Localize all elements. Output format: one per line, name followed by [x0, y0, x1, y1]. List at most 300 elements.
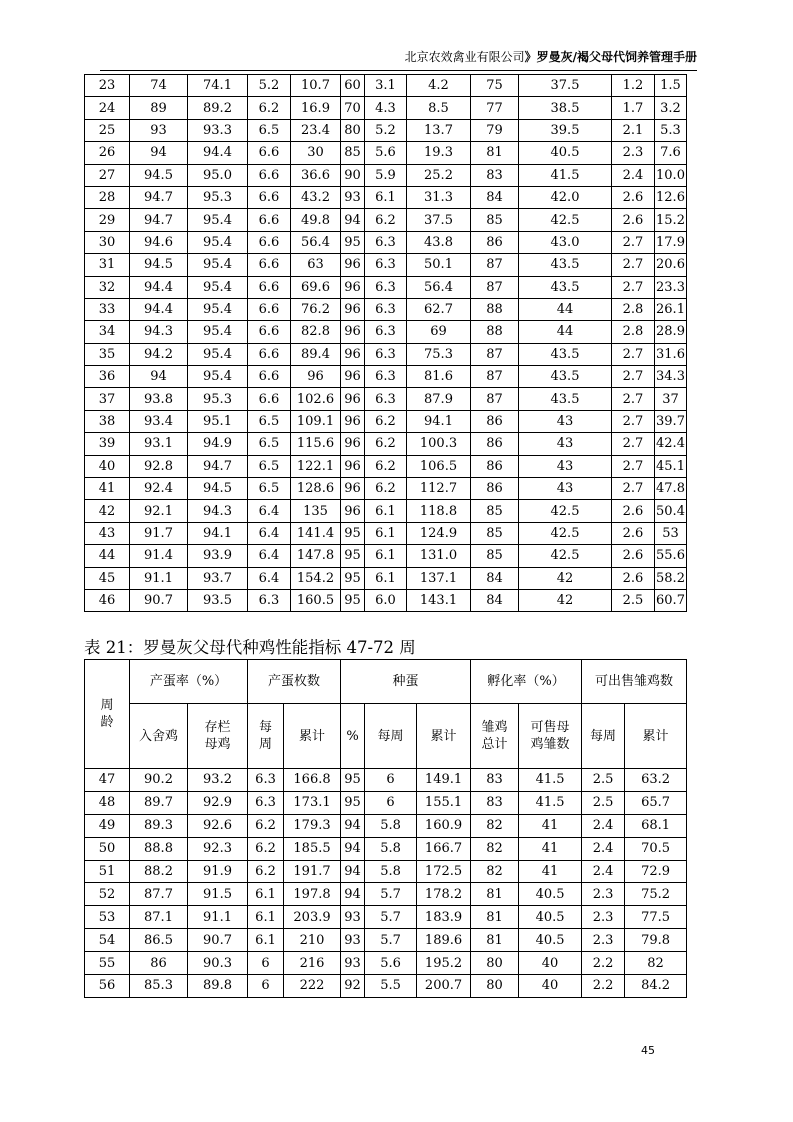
table-cell: 94.9 [188, 433, 248, 455]
table-cell: 6.1 [365, 522, 407, 544]
table-cell: 93.3 [188, 119, 248, 141]
table-cell: 94.7 [130, 186, 188, 208]
table-cell: 3.1 [365, 75, 407, 97]
table-cell: 95.4 [188, 254, 248, 276]
table-cell: 6.3 [365, 343, 407, 365]
table-cell: 65.7 [625, 791, 687, 814]
table-cell: 87 [471, 276, 519, 298]
table-cell: 178.2 [417, 883, 471, 906]
table-cell: 222 [284, 975, 341, 998]
table-cell: 6.4 [248, 500, 291, 522]
table-row [85, 97, 687, 119]
table-cell: 27 [85, 164, 130, 186]
table-cell: 53 [655, 522, 687, 544]
table-cell: 32 [85, 276, 130, 298]
table-cell: 43.5 [519, 343, 612, 365]
table-cell: 128.6 [291, 478, 341, 500]
table-cell: 55 [85, 952, 130, 975]
table-cell: 6 [248, 975, 284, 998]
table-cell: 147.8 [291, 545, 341, 567]
table-cell: 38 [85, 410, 130, 432]
table-cell: 49.8 [291, 209, 341, 231]
table-cell: 86 [471, 478, 519, 500]
table-cell: 34.3 [655, 366, 687, 388]
table-row [85, 814, 687, 837]
table-cell: 43.5 [519, 366, 612, 388]
table-cell: 85 [341, 142, 365, 164]
header-hatch-per-week: 每周 [365, 704, 417, 769]
page-header [100, 44, 697, 71]
table-cell: 6.2 [365, 478, 407, 500]
table-cell: 2.3 [582, 929, 625, 952]
table-cell: 45 [85, 567, 130, 589]
table-cell: 43 [519, 433, 612, 455]
table-cell: 88.8 [130, 837, 188, 860]
table-cell: 91.1 [130, 567, 188, 589]
table-cell: 95.4 [188, 321, 248, 343]
table-row [85, 142, 687, 164]
table-cell: 87 [471, 366, 519, 388]
table-cell: 115.6 [291, 433, 341, 455]
table-cell: 44 [519, 298, 612, 320]
table2-body [85, 769, 687, 998]
table-cell: 42.5 [519, 522, 612, 544]
table-cell: 12.6 [655, 186, 687, 208]
table-cell: 43 [85, 522, 130, 544]
table-cell: 37.5 [519, 75, 612, 97]
table-cell: 52 [85, 883, 130, 906]
table-cell: 86 [471, 433, 519, 455]
table-cell: 17.9 [655, 231, 687, 253]
table-cell: 2.7 [612, 388, 655, 410]
table-cell: 30 [85, 231, 130, 253]
table-cell: 70 [341, 97, 365, 119]
table-cell: 2.6 [612, 522, 655, 544]
table-cell: 6.4 [248, 545, 291, 567]
table-cell: 42 [85, 500, 130, 522]
table-cell: 83 [471, 791, 519, 814]
table-cell: 10.7 [291, 75, 341, 97]
table-cell: 6.6 [248, 254, 291, 276]
table-cell: 102.6 [291, 388, 341, 410]
table-cell: 96 [341, 455, 365, 477]
header-cumulative: 累计 [284, 704, 341, 769]
table-cell: 90.7 [130, 589, 188, 611]
table-cell: 91.1 [188, 906, 248, 929]
table-cell: 2.7 [612, 231, 655, 253]
manual-title: 罗曼灰/褐父母代饲养管理手册 [536, 50, 697, 64]
table-cell: 6.2 [248, 97, 291, 119]
table-cell: 2.1 [612, 119, 655, 141]
table-cell: 131.0 [407, 545, 471, 567]
table-cell: 94 [341, 814, 365, 837]
table-cell: 84 [471, 186, 519, 208]
table-cell: 83 [471, 164, 519, 186]
table-cell: 89.4 [291, 343, 341, 365]
table-cell: 5.7 [365, 929, 417, 952]
table-cell: 203.9 [284, 906, 341, 929]
table-cell: 6.2 [365, 433, 407, 455]
table-cell: 6.6 [248, 343, 291, 365]
table-cell: 95.3 [188, 186, 248, 208]
table-cell: 93.1 [130, 433, 188, 455]
header-percent: % [341, 704, 365, 769]
table-cell: 2.7 [612, 478, 655, 500]
performance-table-47-72 [84, 659, 687, 998]
table-cell: 33 [85, 298, 130, 320]
table-cell: 89.2 [188, 97, 248, 119]
table1-body [85, 75, 687, 612]
table-cell: 93.4 [130, 410, 188, 432]
table-cell: 2.4 [582, 860, 625, 883]
table-cell: 40.5 [519, 906, 582, 929]
table-cell: 31.3 [407, 186, 471, 208]
table-cell: 41.5 [519, 791, 582, 814]
table-cell: 109.1 [291, 410, 341, 432]
table-cell: 2.6 [612, 209, 655, 231]
table-cell: 6.6 [248, 231, 291, 253]
table-cell: 16.9 [291, 97, 341, 119]
table-row [85, 478, 687, 500]
table-cell: 39.5 [519, 119, 612, 141]
table-cell: 95.4 [188, 231, 248, 253]
table-cell: 6.3 [365, 276, 407, 298]
table-cell: 42 [519, 567, 612, 589]
table-cell: 6.3 [248, 769, 284, 792]
table-cell: 45.1 [655, 455, 687, 477]
table-cell: 6.6 [248, 366, 291, 388]
table-cell: 96 [291, 366, 341, 388]
table-row [85, 860, 687, 883]
table-cell: 179.3 [284, 814, 341, 837]
table-row [85, 769, 687, 792]
table-cell: 2.4 [582, 814, 625, 837]
table-cell: 210 [284, 929, 341, 952]
table-cell: 81 [471, 906, 519, 929]
table-cell: 96 [341, 298, 365, 320]
table-cell: 160.5 [291, 589, 341, 611]
table-cell: 6.6 [248, 142, 291, 164]
table-cell: 55.6 [655, 545, 687, 567]
table-cell: 87.1 [130, 906, 188, 929]
table-cell: 6.2 [365, 455, 407, 477]
table-row [85, 975, 687, 998]
table-cell: 89.7 [130, 791, 188, 814]
table-cell: 166.7 [417, 837, 471, 860]
header-sale-cumulative: 累计 [625, 704, 687, 769]
table-cell: 70.5 [625, 837, 687, 860]
table-cell: 40 [519, 952, 582, 975]
table-cell: 6.5 [248, 119, 291, 141]
table-cell: 3.2 [655, 97, 687, 119]
header-chick-total: 雏鸡总计 [471, 704, 519, 769]
table-cell: 90.7 [188, 929, 248, 952]
table-cell: 43.5 [519, 254, 612, 276]
table-cell: 85 [471, 500, 519, 522]
table-cell: 6.5 [248, 478, 291, 500]
table-cell: 75 [471, 75, 519, 97]
table-cell: 90.2 [130, 769, 188, 792]
table-cell: 81 [471, 929, 519, 952]
table-cell: 85.3 [130, 975, 188, 998]
table-cell: 2.8 [612, 298, 655, 320]
table-cell: 40 [85, 455, 130, 477]
table-cell: 43 [519, 478, 612, 500]
table-cell: 92.9 [188, 791, 248, 814]
table-cell: 94.3 [188, 500, 248, 522]
table-cell: 42.5 [519, 500, 612, 522]
table-row [85, 545, 687, 567]
table-cell: 87 [471, 254, 519, 276]
table-cell: 81 [471, 142, 519, 164]
table-cell: 96 [341, 321, 365, 343]
table-cell: 77 [471, 97, 519, 119]
table-cell: 91.9 [188, 860, 248, 883]
table-cell: 50.4 [655, 500, 687, 522]
table-cell: 94.7 [188, 455, 248, 477]
table-cell: 4.3 [365, 97, 407, 119]
table-cell: 94 [341, 860, 365, 883]
table-cell: 183.9 [417, 906, 471, 929]
table-cell: 43.0 [519, 231, 612, 253]
table-cell: 191.7 [284, 860, 341, 883]
table-cell: 5.9 [365, 164, 407, 186]
table-cell: 96 [341, 366, 365, 388]
table-cell: 94.6 [130, 231, 188, 253]
table-cell: 46 [85, 589, 130, 611]
table-cell: 24 [85, 97, 130, 119]
table-cell: 96 [341, 388, 365, 410]
table-cell: 6.1 [365, 500, 407, 522]
table-cell: 89 [130, 97, 188, 119]
table-cell: 6 [365, 769, 417, 792]
header-hatch-cumulative: 累计 [417, 704, 471, 769]
table-cell: 51 [85, 860, 130, 883]
table-cell: 5.3 [655, 119, 687, 141]
table-row [85, 883, 687, 906]
table-cell: 6.3 [248, 589, 291, 611]
table-cell: 29 [85, 209, 130, 231]
table-cell: 5.7 [365, 906, 417, 929]
table-cell: 86 [471, 455, 519, 477]
table-cell: 20.6 [655, 254, 687, 276]
table-cell: 93 [341, 952, 365, 975]
table-cell: 92.1 [130, 500, 188, 522]
table-cell: 6.6 [248, 388, 291, 410]
table-cell: 23.4 [291, 119, 341, 141]
table-cell: 2.7 [612, 410, 655, 432]
table-cell: 56.4 [407, 276, 471, 298]
table-cell: 2.7 [612, 343, 655, 365]
table-cell: 6.1 [248, 929, 284, 952]
table-cell: 84.2 [625, 975, 687, 998]
table-cell: 81.6 [407, 366, 471, 388]
table-cell: 41 [519, 860, 582, 883]
table-cell: 185.5 [284, 837, 341, 860]
table-cell: 2.7 [612, 433, 655, 455]
table-cell: 49 [85, 814, 130, 837]
table-cell: 62.7 [407, 298, 471, 320]
table-cell: 96 [341, 276, 365, 298]
table-cell: 2.7 [612, 276, 655, 298]
table-cell: 82 [471, 860, 519, 883]
table-cell: 154.2 [291, 567, 341, 589]
table-cell: 95 [341, 545, 365, 567]
table-cell: 100.3 [407, 433, 471, 455]
table-cell: 41 [519, 814, 582, 837]
table-cell: 6.6 [248, 276, 291, 298]
table-row [85, 410, 687, 432]
table-cell: 2.5 [612, 589, 655, 611]
table-cell: 137.1 [407, 567, 471, 589]
table-cell: 106.5 [407, 455, 471, 477]
table-cell: 91.4 [130, 545, 188, 567]
table-cell: 23.3 [655, 276, 687, 298]
table-cell: 93.5 [188, 589, 248, 611]
table-cell: 2.8 [612, 321, 655, 343]
table-cell: 2.5 [582, 769, 625, 792]
table-cell: 40.5 [519, 142, 612, 164]
table-cell: 56.4 [291, 231, 341, 253]
table-cell: 94.3 [130, 321, 188, 343]
table-cell: 94.4 [130, 276, 188, 298]
table-cell: 6.4 [248, 567, 291, 589]
table-cell: 5.8 [365, 837, 417, 860]
table-cell: 28 [85, 186, 130, 208]
table-cell: 6.6 [248, 209, 291, 231]
table-cell: 93 [341, 186, 365, 208]
table-cell: 1.2 [612, 75, 655, 97]
table-row [85, 791, 687, 814]
table-cell: 2.3 [582, 883, 625, 906]
header-separator: 》 [524, 50, 537, 64]
table-cell: 122.1 [291, 455, 341, 477]
table-row [85, 522, 687, 544]
table-cell: 6 [248, 952, 284, 975]
table-cell: 76.2 [291, 298, 341, 320]
table-cell: 112.7 [407, 478, 471, 500]
table-cell: 69 [407, 321, 471, 343]
table-cell: 84 [471, 589, 519, 611]
table-cell: 5.2 [365, 119, 407, 141]
page-number: 45 [641, 1044, 655, 1057]
table-cell: 42 [519, 589, 612, 611]
table-cell: 50 [85, 837, 130, 860]
table-cell: 87.7 [130, 883, 188, 906]
table-cell: 216 [284, 952, 341, 975]
table-cell: 141.4 [291, 522, 341, 544]
table-cell: 94.5 [188, 478, 248, 500]
table-cell: 80 [471, 975, 519, 998]
table-row [85, 164, 687, 186]
table-cell: 7.6 [655, 142, 687, 164]
header-week: 周龄 [85, 660, 130, 769]
table-cell: 28.9 [655, 321, 687, 343]
table-cell: 48 [85, 791, 130, 814]
table-cell: 2.6 [612, 186, 655, 208]
table-cell: 6.4 [248, 522, 291, 544]
table-cell: 93 [341, 929, 365, 952]
table-cell: 34 [85, 321, 130, 343]
table-cell: 6.3 [248, 791, 284, 814]
table-cell: 86 [471, 231, 519, 253]
table-cell: 155.1 [417, 791, 471, 814]
table-cell: 93.8 [130, 388, 188, 410]
table-cell: 88.2 [130, 860, 188, 883]
table-cell: 91.7 [130, 522, 188, 544]
table-cell: 94.5 [130, 164, 188, 186]
table-cell: 94.5 [130, 254, 188, 276]
table-cell: 6.3 [365, 388, 407, 410]
table-row [85, 952, 687, 975]
performance-table-continued [84, 74, 687, 612]
table-row [85, 567, 687, 589]
table-cell: 82 [471, 837, 519, 860]
table-cell: 96 [341, 478, 365, 500]
table-cell: 2.6 [612, 500, 655, 522]
table-cell: 6.6 [248, 321, 291, 343]
table-cell: 2.7 [612, 366, 655, 388]
table-cell: 95.4 [188, 209, 248, 231]
table-cell: 87 [471, 388, 519, 410]
table-cell: 84 [471, 567, 519, 589]
table-cell: 6 [365, 791, 417, 814]
table-cell: 93.7 [188, 567, 248, 589]
table2-title: 表 21：罗曼灰父母代种鸡性能指标 47-72 周 [84, 638, 416, 657]
table-cell: 72.9 [625, 860, 687, 883]
table-cell: 41 [519, 837, 582, 860]
table-cell: 6.6 [248, 298, 291, 320]
table-cell: 6.2 [248, 814, 284, 837]
table-row [85, 119, 687, 141]
table-cell: 95 [341, 522, 365, 544]
table-cell: 96 [341, 433, 365, 455]
table-cell: 82 [471, 814, 519, 837]
table-cell: 80 [471, 952, 519, 975]
table-cell: 92 [341, 975, 365, 998]
table-cell: 39.7 [655, 410, 687, 432]
table-cell: 96 [341, 343, 365, 365]
company-name: 北京农效禽业有限公司 [404, 50, 525, 64]
table-cell: 43.2 [291, 186, 341, 208]
table-cell: 95.4 [188, 343, 248, 365]
table-row [85, 186, 687, 208]
table-row [85, 388, 687, 410]
header-housed-hen: 入舍鸡 [130, 704, 188, 769]
table-cell: 37 [655, 388, 687, 410]
table-cell: 5.2 [248, 75, 291, 97]
header-sale-per-week: 每周 [582, 704, 625, 769]
table-cell: 6.3 [365, 254, 407, 276]
table-cell: 58.2 [655, 567, 687, 589]
table-cell: 41.5 [519, 164, 612, 186]
table-cell: 6.3 [365, 298, 407, 320]
table-cell: 15.2 [655, 209, 687, 231]
table-cell: 79 [471, 119, 519, 141]
table-cell: 90 [341, 164, 365, 186]
table-row [85, 298, 687, 320]
table-cell: 42.0 [519, 186, 612, 208]
table-cell: 40 [519, 975, 582, 998]
table-cell: 96 [341, 410, 365, 432]
table-cell: 93.2 [188, 769, 248, 792]
table-cell: 166.8 [284, 769, 341, 792]
table-cell: 25.2 [407, 164, 471, 186]
table-cell: 149.1 [417, 769, 471, 792]
table-cell: 189.6 [417, 929, 471, 952]
table-cell: 93 [341, 906, 365, 929]
table-cell: 43 [519, 455, 612, 477]
